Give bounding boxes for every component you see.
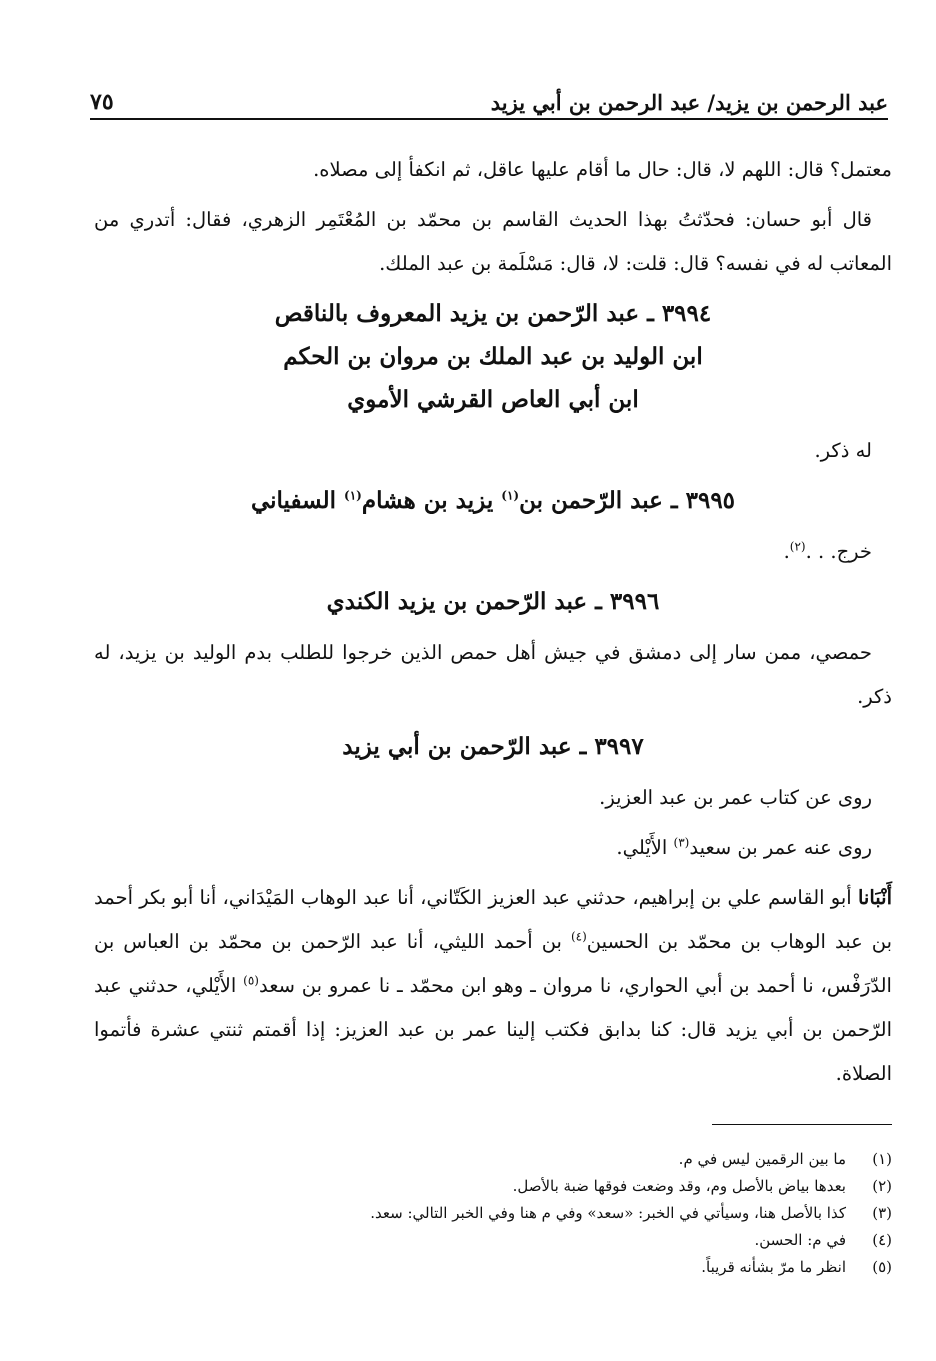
paragraph-8	[94, 876, 892, 1096]
footnote-2	[94, 1173, 892, 1200]
paragraph-4	[94, 530, 892, 574]
paragraph-6: روى عن كتاب عمر بن عبد العزيز.	[599, 786, 872, 809]
footnote-ref-1: (١)	[501, 488, 520, 503]
footnote-number: (٣)	[872, 1204, 892, 1222]
footnote-number: (٤)	[872, 1231, 892, 1249]
footnote-text: في م: الحسن.	[754, 1231, 846, 1249]
footnote-1	[94, 1146, 892, 1173]
paragraph-2: قال أبو حسان: فحدّثتُ بهذا الحديث القاسم بن محمّد بن المُعْتَمِر الزهري، فقال: أتدري من المعاتب له في نفسه؟ قال: قلت: لا، قال: مَسْلَمة بن عبد الملك.	[94, 208, 892, 275]
paragraph-7-part-a: روى عنه عمر بن سعيد	[689, 836, 872, 859]
paragraph-8-part-a: أبو القاسم علي بن إبراهيم، حدثني عبد العزيز الكَتّاني، أنا عبد الوهاب المَيْدَاني، أنا أبو بكر أحمد بن عبد الوهاب بن محمّد بن الحسين	[94, 886, 892, 953]
footnote-text: ما بين الرقمين ليس في م.	[678, 1150, 846, 1168]
running-title: عبد الرحمن بن يزيد/ عبد الرحمن بن أبي يزيد	[490, 89, 888, 115]
entry-heading-3995-part-c: السفياني	[250, 487, 345, 514]
entry-heading-3997: ٣٩٩٧ ـ عبد الرّحمن بن أبي يزيد	[342, 733, 644, 760]
footnote-text: بعدها بياض بالأصل وم، وقد وضعت فوقها ضبة بالأصل.	[512, 1177, 846, 1195]
paragraph-7-part-b: الأَيْلي.	[616, 836, 674, 859]
paragraph-1: معتمل؟ قال: اللهم لا، قال: حال ما أقام عليها عاقل، ثم انكفأ إلى مصلاه.	[313, 158, 892, 181]
entry-heading-3995	[94, 479, 892, 522]
entry-heading-3994-line-3: ابن أبي العاص القرشي الأموي	[347, 386, 639, 413]
paragraph-8-part-b: بن أحمد الليثي، أنا عبد الرّحمن بن محمّد بن العباس بن الدّرَفْس، نا أحمد بن أبي الحواري، نا مروان ـ وهو ابن محمّد ـ نا عمرو بن سعد	[94, 930, 892, 997]
footnote-ref-4: (٤)	[570, 929, 587, 944]
entry-heading-3994	[94, 292, 892, 421]
footnote-number: (٥)	[872, 1258, 892, 1276]
page-body	[94, 148, 892, 1102]
footnote-3	[94, 1200, 892, 1227]
footnote-divider	[712, 1124, 892, 1125]
paragraph-8-part-c: الأَيْلي، حدثني عبد الرّحمن بن أبي يزيد قال: كنا بدابق فكتب إلينا عمر بن عبد العزيز: إذا أقمتم ثنتي عشرة فأتموا الصلاة.	[94, 974, 892, 1085]
page-header	[90, 86, 888, 120]
paragraph-4-end: .	[783, 540, 790, 563]
footnote-4	[94, 1227, 892, 1254]
entry-heading-3995-part-a: ٣٩٩٥ ـ عبد الرّحمن بن	[519, 487, 736, 514]
footnote-5	[94, 1254, 892, 1281]
footnote-number: (١)	[872, 1150, 892, 1168]
paragraph-3: له ذكر.	[814, 439, 872, 462]
paragraph-8-lead: أَنْبَانا	[857, 886, 892, 909]
paragraph-4-text: خرج. . .	[805, 540, 872, 563]
footnote-number: (٢)	[872, 1177, 892, 1195]
entry-heading-3994-line-2: ابن الوليد بن عبد الملك بن مروان بن الحكم	[283, 343, 703, 370]
page-number: ٧٥	[90, 89, 114, 115]
footnote-ref-2: (٢)	[789, 539, 806, 554]
entry-heading-3996: ٣٩٩٦ ـ عبد الرّحمن بن يزيد الكندي	[326, 588, 660, 615]
footnote-ref-1b: (١)	[344, 488, 362, 503]
footnotes	[94, 1146, 892, 1281]
footnote-ref-5: (٥)	[243, 973, 259, 988]
paragraph-5: حمصي، ممن سار إلى دمشق في جيش أهل حمص الذين خرجوا للطلب بدم الوليد بن يزيد، له ذكر.	[94, 641, 892, 708]
entry-heading-3994-line-1: ٣٩٩٤ ـ عبد الرّحمن بن يزيد المعروف بالناقص	[274, 300, 712, 327]
entry-heading-3995-part-b: يزيد بن هشام	[361, 487, 502, 514]
paragraph-7	[94, 826, 892, 870]
footnote-text: كذا بالأصل هنا، وسيأتي في الخبر: «سعد» وفي م هنا وفي الخبر التالي: سعد.	[370, 1204, 846, 1222]
footnote-text: انظر ما مرّ بشأنه قريباً.	[701, 1258, 846, 1276]
footnote-ref-3: (٣)	[673, 835, 690, 850]
